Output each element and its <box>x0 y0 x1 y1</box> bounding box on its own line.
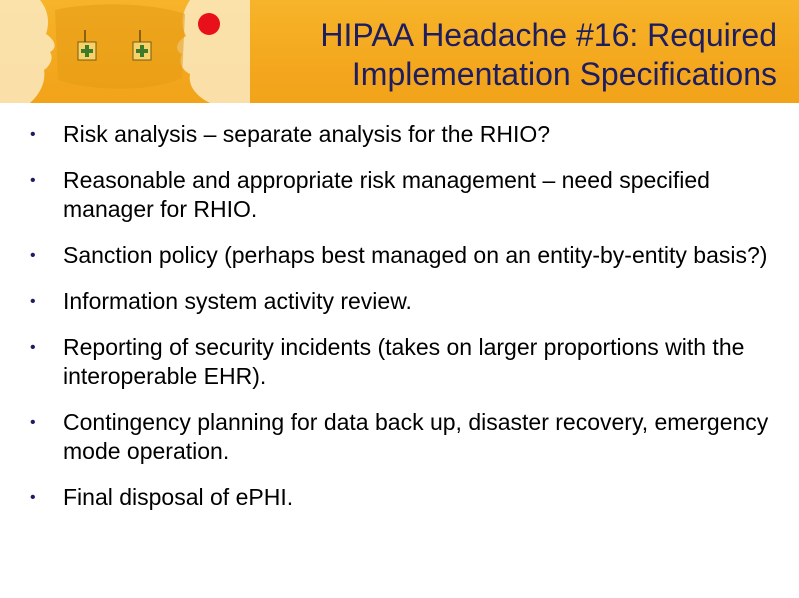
bullet-text: Information system activity review. <box>63 288 412 314</box>
bullet-item <box>30 408 775 466</box>
bullet-text: Reporting of security incidents (takes on larger proportions with the interoperable EHR). <box>63 334 745 389</box>
bullet-text: Contingency planning for data back up, disaster recovery, emergency mode operation. <box>63 409 769 464</box>
bullet-text: Risk analysis – separate analysis for the RHIO? <box>63 121 551 147</box>
medical-cross-icon <box>133 42 151 60</box>
bullet-item <box>30 287 775 316</box>
bullet-text: Reasonable and appropriate risk management – need specified manager for RHIO. <box>63 167 710 222</box>
bullet-dot: • <box>30 489 36 506</box>
bullet-dot: • <box>30 172 36 189</box>
title-line-1: HIPAA Headache #16: Required <box>320 17 777 53</box>
center-panel-shape <box>55 4 185 88</box>
bullet-list <box>30 120 775 529</box>
bullet-text: Sanction policy (perhaps best managed on an entity-by-entity basis?) <box>63 242 768 268</box>
bullet-item <box>30 166 775 224</box>
bullet-dot: • <box>30 126 36 143</box>
left-head-silhouette <box>0 0 55 103</box>
bullet-text: Final disposal of ePHI. <box>63 484 294 510</box>
bullet-item <box>30 483 775 512</box>
bullet-dot: • <box>30 414 36 431</box>
bullet-dot: • <box>30 293 36 310</box>
medical-cross-icon <box>78 42 96 60</box>
bullet-dot: • <box>30 247 36 264</box>
bullet-item <box>30 120 775 149</box>
bullet-dot: • <box>30 339 36 356</box>
bullet-item <box>30 241 775 270</box>
bullet-item <box>30 333 775 391</box>
slide-title <box>217 16 777 94</box>
title-line-2: Implementation Specifications <box>351 56 777 92</box>
header-illustration <box>0 0 250 103</box>
header-band <box>0 0 799 103</box>
